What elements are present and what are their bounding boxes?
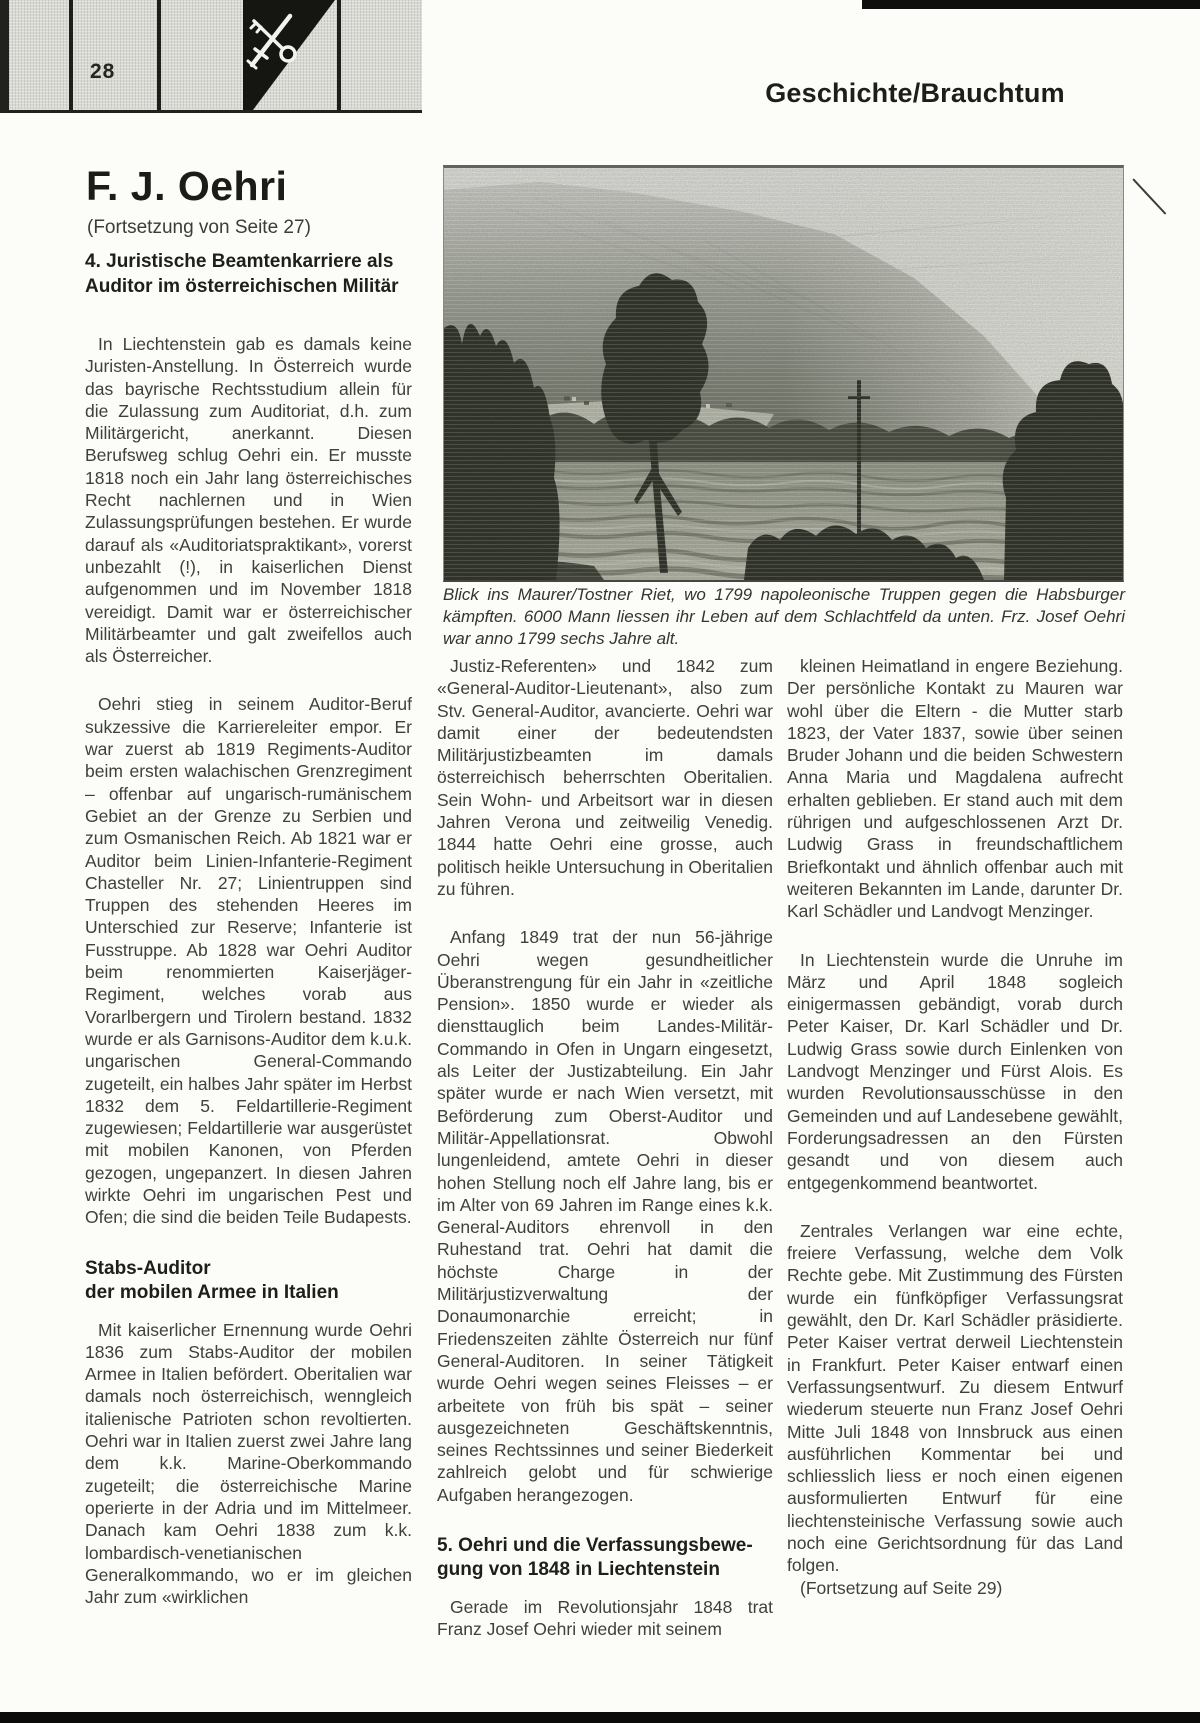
section-heading-stabs-line1: Stabs-Auditor (85, 1257, 211, 1279)
section-heading-4 (85, 250, 412, 299)
masthead-bar (0, 0, 422, 113)
section-heading-5 (437, 1534, 773, 1583)
top-rule-bar (862, 0, 1200, 9)
article-paragraph: In Liechtenstein gab es damals keine Juristen-Anstellung. In Österreich wurde das bayrische Rechtsstudium allein für die Zulassung zum Auditoriat, d.h. zum Militärgericht, anerkannt. Diesen Berufsweg schlug Oehri ein. Er musste 1818 noch ein Jahr lang österreichisches Recht nachlernen und in Wien Zulassungsprüfungen bestehen. Er wurde darauf als «Auditoriatspraktikant», vorerst unbezahlt (!), in kaiserlichen Dienst aufgenommen und im November 1818 vereidigt. Damit war er österreichischer Militärbeamter und galt zweifellos auch als Österreicher. (85, 334, 412, 667)
section-heading-5-line2: gung von 1848 in Liechtenstein (437, 1559, 720, 1581)
section-heading-stabs-auditor (85, 1257, 412, 1306)
article-paragraph: Zentrales Verlangen war eine echte, freiere Verfassung, welche dem Volk Rechte gebe. Mit Zustimmung des Fürsten wurde ein fünfköpfiger Verfassungsrat gewählt, den Dr. Karl Schädler präsidierte. Peter Kaiser vertrat derweil Liechtenstein in Frankfurt. Peter Kaiser entwarf einen Verfassungsentwurf. Zu diesem Entwurf wiederum steuerte nun Franz Josef Oehri Mitte Juli 1848 von Innsbruck aus einen ausführlichen Kommentar bei und schliesslich liess er noch einen eigenen ausformulierten Entwurf für eine liechtensteinische Verfassung sowie auch noch eine Gerichtsordnung für das Land folgen. (787, 1220, 1123, 1576)
photo-caption: Blick ins Maurer/Tostner Riet, wo 1799 napoleonische Truppen gegen die Habsburger kämpften. 6000 Mann liessen ihr Leben auf dem Schlachtfeld da unten. Frz. Josef Oehri war anno 1799 sechs Jahre alt. (443, 585, 1125, 648)
bottom-rule-bar (0, 1712, 1200, 1723)
section-title: Geschichte/Brauchtum (765, 78, 1065, 108)
section-heading-5-line1: 5. Oehri und die Verfassungsbewe- (437, 1534, 753, 1556)
article-paragraph: Anfang 1849 trat der nun 56-jährige Oehri wegen gesundheitlicher Überanstrengung für ein Jahr in «zeitliche Pension». 1850 wurde er wieder als diensttauglich beim Landes-Militär-Commando in Ofen in Ungarn eingesetzt, als Leiter der Justizabteilung. Ein Jahr später wurde er nach Wien versetzt, mit Beförderung zum Oberst-Auditor und Militär-Appellationsrat. Obwohl lungenleidend, amtete Oehri in dieser hohen Stellung noch elf Jahre lang, bis er im Alter von 69 Jahren im Range eines k.k. General-Auditors ehrenvoll in den Ruhestand trat. Oehri hat damit die höchste Charge in der Militärjustizverwaltung der Donaumonarchie erreicht; in Friedenszeiten zählte Österreich nur fünf General-Auditoren. In seiner Tätigkeit wurde Oehri wegen seines Fleisses – er arbeitete von früh bis spät – seiner ausgezeichneten Geschäftskenntnis, seines Rechtssinnes und seiner Biederkeit zahlreich gelobt und für schwierige Aufgaben herangezogen. (437, 927, 773, 1505)
article-paragraph: Oehri stieg in seinem Auditor-Beruf sukzessive die Karriereleiter empor. Er war zuerst ab 1819 Regiments-Auditor beim ersten walachischen Grenzregiment – offenbar auf ungarisch-rumänischem Gebiet an der Grenze zu Serbien und zum Osmanischen Reich. Ab 1821 war er Auditor beim Linien-Infanterie-Regiment Chasteller Nr. 27; Linientruppen sind Truppen des stehenden Heeres im Unterschied zur Reserve; Infanterie ist Fusstruppe. Ab 1828 war Oehri Auditor beim renommierten Kaiserjäger-Regiment, welches vorab aus Vorarlbergern und Tirolern bestand. 1832 wurde er als Garnisons-Auditor dem k.u.k. ungarischen General-Commando zugeteilt, ein halbes Jahr später im Herbst 1832 dem 5. Feldartillerie-Regiment zugewiesen; Feldartillerie war ausgerüstet mit mobilen Kanonen, von Pferden gezogen, ungepanzert. In diesen Jahren wirkte Oehri im ungarischen Pest und Ofen; die sind die beiden Teile Budapests. (85, 694, 412, 1228)
scan-scratch-mark (1132, 178, 1166, 214)
continuation-to-note: (Fortsetzung auf Seite 29) (800, 1577, 1003, 1598)
section-heading-4-line2: Auditor im österreichischen Militär (85, 275, 399, 297)
crossed-sword-and-key-icon (243, 0, 339, 110)
section-heading-4-line1: 4. Juristische Beamtenkarriere als (85, 251, 394, 272)
page-edge-strip (0, 0, 9, 110)
article-paragraph: kleinen Heimatland in engere Beziehung. Der persönliche Kontakt zu Mauren war wohl über die Eltern - die Mutter starb 1823, der Vater 1837, sowie über seinen Bruder Johann und die beiden Schwestern Anna Maria und Magdalena aufrecht erhalten geblieben. Er stand auch mit dem rührigen und aufgeschlossenen Arzt Dr. Ludwig Grass in freundschaftlichem Briefkontakt und ähnlich offenbar auch mit weiteren Bekannten im Lande, darunter Dr. Karl Schädler und Landvogt Menzinger. (787, 656, 1123, 922)
section-heading-stabs-line2: der mobilen Armee in Italien (85, 1282, 339, 1304)
landscape-photo (443, 165, 1124, 582)
masthead-divider (157, 0, 161, 110)
page-number: 28 (90, 60, 116, 83)
text-column-2 (437, 655, 773, 1667)
article-title: F. J. Oehri (86, 163, 288, 209)
text-column-1 (85, 250, 412, 1634)
text-column-3 (787, 655, 1123, 1625)
article-paragraph: Mit kaiserlicher Ernennung wurde Oehri 1836 zum Stabs-Auditor der mobilen Armee in Italien befördert. Oberitalien war damals noch österreichisch, wenngleich italienische Patrioten schon revoltierten. Oehri war in Italien zuerst zwei Jahre lang dem k.k. Marine-Oberkommando zugeteilt; die österreichische Marine operierte in der Adria und im Mittelmeer. Danach kam Oehri 1838 zum k.k. lombardisch-venetianischen Generalkommando, wo er im gleichen Jahr zum «wirklichen (85, 1319, 412, 1608)
continuation-from-note: (Fortsetzung von Seite 27) (87, 217, 311, 238)
masthead-divider (69, 0, 73, 110)
article-paragraph: In Liechtenstein wurde die Unruhe im März und April 1848 sogleich einigermassen gebändigt, vorab durch Peter Kaiser, Dr. Karl Schädler und Dr. Ludwig Grass sowie durch Einlenken von Landvogt Menzinger und Fürst Alois. Es wurden Revolutionsausschüsse in den Gemeinden und auf Landesebene gewählt, Forderungsadressen an den Fürsten gesandt und von diesem auch entgegenkommend beantwortet. (787, 949, 1123, 1193)
article-paragraph: Justiz-Referenten» und 1842 zum «General-Auditor-Lieutenant», also zum Stv. General-Auditor, avancierte. Oehri war damit einer der bedeutendsten Militärjustizbeamten im damals österreichisch beherrschten Oberitalien. Sein Wohn- und Arbeitsort war in diesen Jahren Verona und zeitweilig Venedig. 1844 hatte Oehri eine grosse, auch politisch heikle Untersuchung in Oberitalien zu führen. (437, 656, 773, 899)
article-paragraph: Gerade im Revolutionsjahr 1848 trat Franz Josef Oehri wieder mit seinem (437, 1596, 773, 1640)
